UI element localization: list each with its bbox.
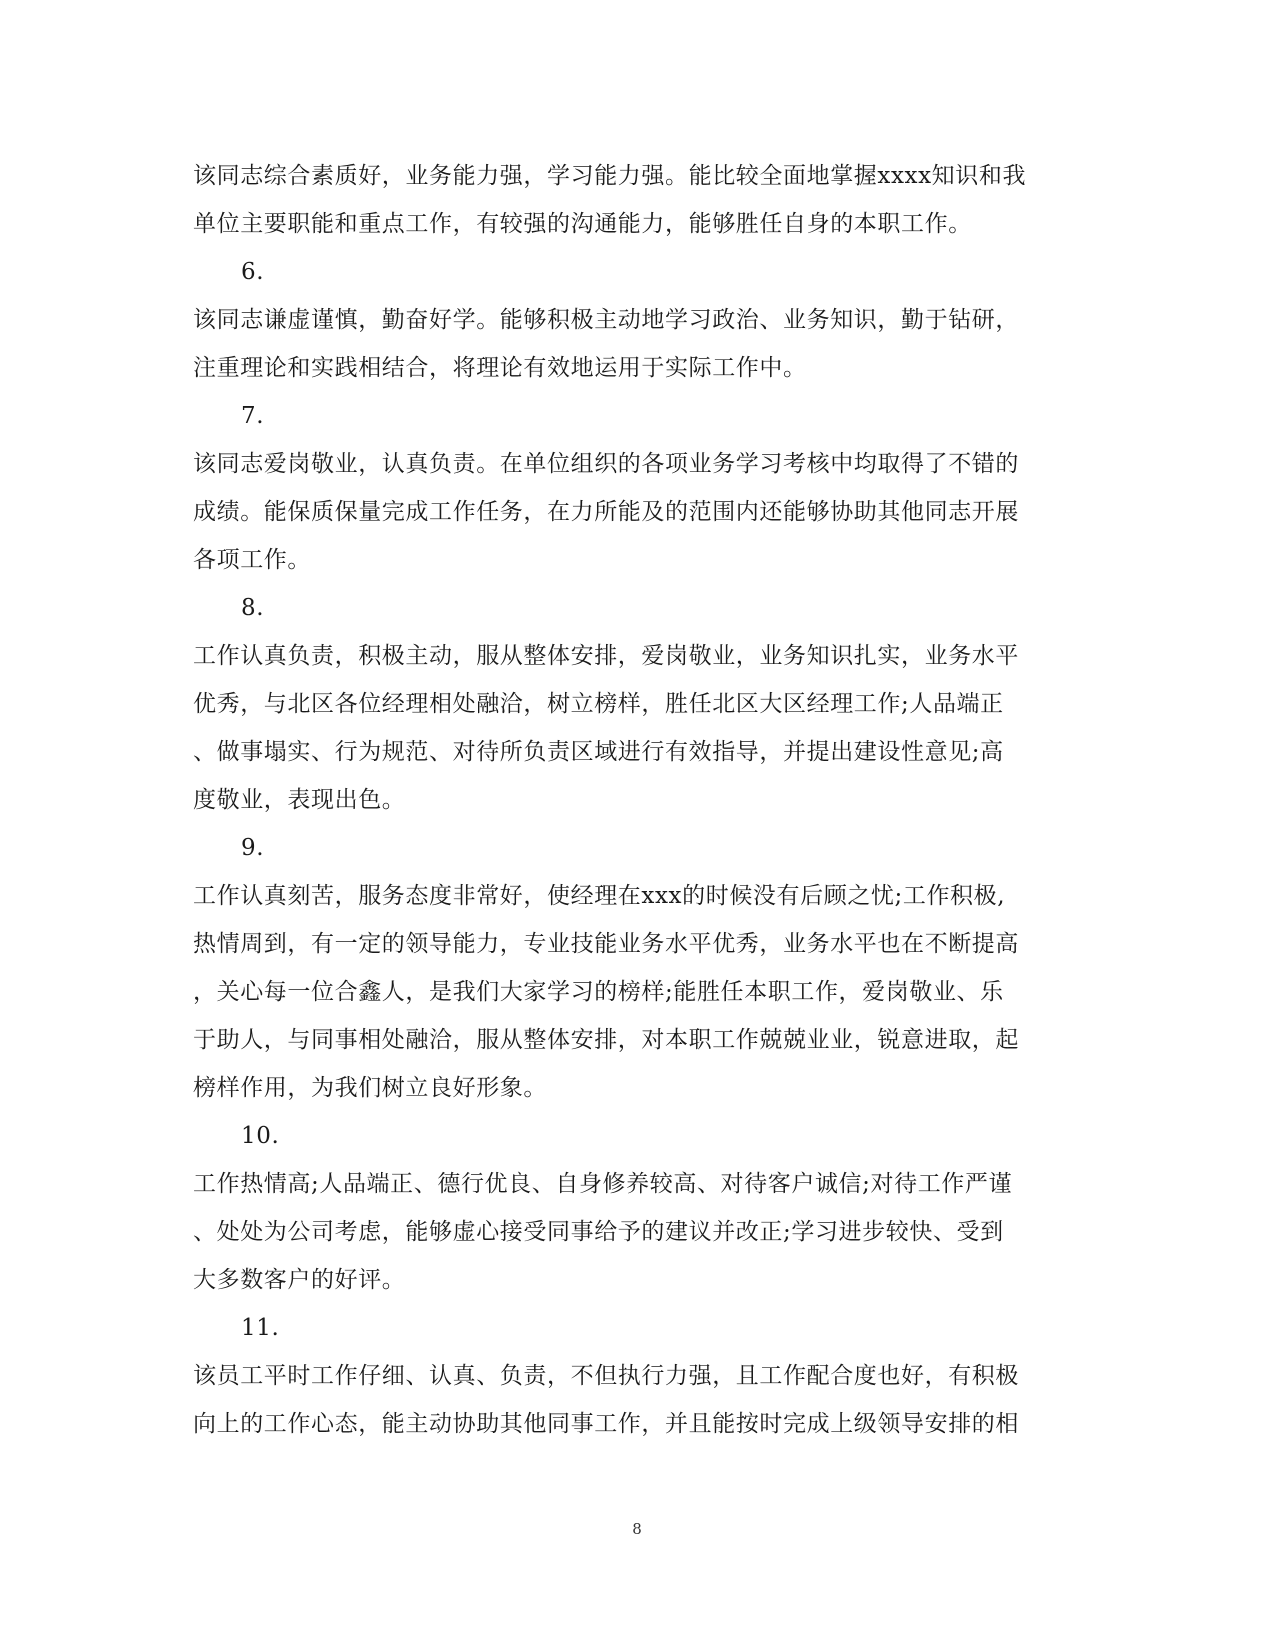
body-line: 注重理论和实践相结合，将理论有效地运用于实际工作中。 — [193, 355, 807, 381]
body-line: 该同志爱岗敬业，认真负责。在单位组织的各项业务学习考核中均取得了不错的 — [193, 451, 1019, 477]
body-line: 大多数客户的好评。 — [193, 1267, 406, 1293]
body-line: 度敬业，表现出色。 — [193, 787, 406, 813]
item-number: 10. — [241, 1123, 280, 1149]
body-line: 该同志综合素质好，业务能力强，学习能力强。能比较全面地掌握xxxx知识和我 — [193, 163, 1027, 189]
item-number: 8. — [241, 595, 265, 621]
item-number: 6. — [241, 259, 265, 285]
body-line: 工作热情高;人品端正、德行优良、自身修养较高、对待客户诚信;对待工作严谨 — [193, 1171, 1013, 1197]
body-line: 工作认真负责，积极主动，服从整体安排，爱岗敬业，业务知识扎实，业务水平 — [193, 643, 1019, 669]
body-line: 工作认真刻苦，服务态度非常好，使经理在xxx的时候没有后顾之忧;工作积极, — [193, 883, 1006, 909]
body-line: ，关心每一位合鑫人，是我们大家学习的榜样;能胜任本职工作，爱岗敬业、乐 — [193, 979, 1004, 1005]
body-line: 各项工作。 — [193, 547, 311, 573]
item-number: 7. — [241, 403, 265, 429]
body-line: 热情周到，有一定的领导能力，专业技能业务水平优秀，业务水平也在不断提高 — [193, 931, 1019, 957]
body-line: 优秀，与北区各位经理相处融洽，树立榜样，胜任北区大区经理工作;人品端正 — [193, 691, 1004, 717]
document-body — [193, 152, 1073, 1448]
body-line: 、处处为公司考虑，能够虚心接受同事给予的建议并改正;学习进步较快、受到 — [193, 1219, 1004, 1245]
item-number: 11. — [241, 1315, 280, 1341]
body-line: 单位主要职能和重点工作，有较强的沟通能力，能够胜任自身的本职工作。 — [193, 211, 972, 237]
body-line: 成绩。能保质保量完成工作任务，在力所能及的范围内还能够协助其他同志开展 — [193, 499, 1019, 525]
item-number: 9. — [241, 835, 265, 861]
body-line: 榜样作用，为我们树立良好形象。 — [193, 1075, 547, 1101]
body-line: 该同志谦虚谨慎，勤奋好学。能够积极主动地学习政治、业务知识，勤于钻研， — [193, 307, 1019, 333]
body-line: 于助人，与同事相处融洽，服从整体安排，对本职工作兢兢业业，锐意进取，起 — [193, 1027, 1019, 1053]
body-line: 、做事塌实、行为规范、对待所负责区域进行有效指导，并提出建设性意见;高 — [193, 739, 1004, 765]
body-line: 向上的工作心态，能主动协助其他同事工作，并且能按时完成上级领导安排的相 — [193, 1411, 1019, 1437]
body-line: 该员工平时工作仔细、认真、负责，不但执行力强，且工作配合度也好，有积极 — [193, 1363, 1019, 1389]
page-number: 8 — [632, 1520, 642, 1538]
